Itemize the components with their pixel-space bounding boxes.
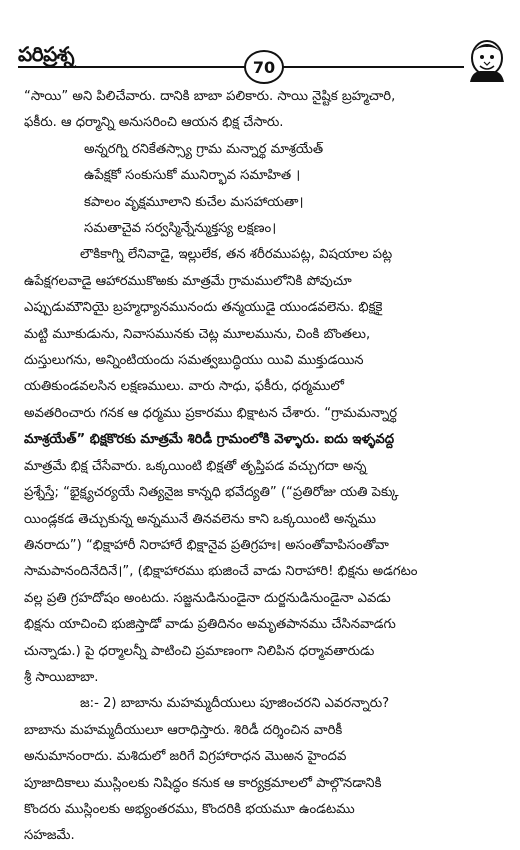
text-line: సామపానందినేదినే।”, (భిక్షాహారము భుజించే వాడు నిరాహారి! భిక్షను అడగటం (24, 564, 418, 580)
text-line: ఉపేక్షగలవాడై ఆహారముకొఱకు మాత్రమే గ్రామములోనికి పోవుచూ (24, 273, 352, 289)
text-line: ప్రశ్నేస్తే; “భైక్ష్యచర్యయే నిత్యనైజ కాన్నధి భవేద్యతి” (“ప్రతిరోజు యతి పెక్కు (24, 485, 399, 501)
text-line: అవతరించారు గనక ఆ ధర్మము ప్రకారము భిక్షాటన చేశారు. “గ్రామమన్నార్థ (24, 405, 398, 421)
page-body (24, 84, 508, 850)
page-header (0, 0, 520, 82)
text-line: శ్రీ సాయిబాబా. (24, 669, 99, 685)
page-number: 70 (244, 50, 284, 84)
text-line: “సాయి” అని పిలిచేవారు. దానికి బాబా పలికారు. సాయి నైష్టిక బ్రహ్మచారి, (24, 89, 396, 104)
text-line: పూజాదికాలు ముస్లింలకు నిషిద్ధం కనుక ఆ కార్యక్రమాలలో పాల్గొనడానికి (24, 775, 382, 791)
verse-line: కపాలం వృక్షమూలాని కుచేల మసహాయతా। (84, 194, 304, 210)
verse-line: అన్నరగ్ని రనికేతస్స్యా గ్రామ మన్నార్థ మాశ్రయేత్ (84, 141, 324, 157)
verse-line: ఉపేక్షకో సంకుసుకో మునిర్భావ సమాహిత । (84, 168, 301, 184)
text-line: భిక్షను యాచించి భుజిస్తాడో వాడు ప్రతిదినం అమృతపానము చేసినవాడగు (24, 617, 396, 633)
text-line: మట్టి మూకుడును, నివాసమునకు చెట్ల మూలమును, చింకి బొంతలు, (24, 326, 371, 342)
text-line: కొందరు ముస్లింలకు అభ్యంతరము, కొందరికి భయమూ ఉండటము (24, 801, 355, 817)
header-rule (18, 66, 464, 68)
answer-line: జ:- 2) బాబాను మహమ్మదీయులు పూజించరని ఎవరన్నారు? (80, 696, 390, 712)
portrait-icon (464, 38, 510, 82)
text-line: యతికుండవలసిన లక్షణములు. వారు సాధు, ఫకీరు, ధర్మములో (24, 379, 344, 395)
text-line: అనుమానంరాదు. మశిదులో జరిగే విగ్రహారాధన మొఱన హైందవ (24, 749, 347, 765)
text-line: యిండ్లకడ తెచ్చుకున్న అన్నమునే తినవలెను కాని ఒక్కయింటి అన్నము (24, 511, 376, 527)
text-line: వల్ల ప్రతి గ్రహదోషం అంటదు. సజ్జనుడినుండైనా దుర్జనుడినుండైనా ఎవడు (24, 590, 391, 606)
text-line: తినరాదు”) “భిక్షాహారీ నిరాహారే భిక్షానైవ ప్రతిగ్రహః। అసంతోవాపిసంతోవా (24, 537, 389, 553)
verse-line: సమతాచైవ సర్వస్మిన్నేన్ముక్తస్య లక్షణం। (84, 221, 277, 237)
text-line: మాత్రమే భిక్ష చేసేవారు. ఒక్కయింటి భిక్షతో తృప్తిపడ వచ్చుగదా అన్న (24, 458, 367, 474)
text-line: మాశ్రయేత్” భిక్షకొరకు మాత్రమే శిరిడీ గ్రామంలోకి వెళ్ళారు. ఐదు ఇళ్ళవద్ద (24, 432, 395, 448)
text-line: సహజమే. (24, 828, 75, 844)
text-line: లౌకికాగ్ని లేనివాడై, ఇల్లులేక, తన శరీరముపట్ల, విషయాల పట్ల (80, 247, 393, 263)
text-line: చున్నాడు.) పై ధర్మాలన్నీ పాటించి ప్రమాణంగా నిలిపిన ధర్మావతారుడు (24, 643, 375, 659)
book-title: పరిప్రశ్న (18, 42, 75, 66)
text-line: బాబాను మహమ్మదీయులూ ఆరాధిస్తారు. శిరిడీ దర్శించిన వారికీ (24, 722, 343, 738)
text-line: ఎప్పుడుమౌనియై బ్రహ్మధ్యానమునందు తన్మయుడై యుండవలెను. భిక్షకై (24, 300, 383, 316)
text-line: దుస్తులుగను, అన్నింటియందు సమత్వబుద్ధియు యివి ముక్తుడయిన (24, 353, 364, 369)
text-line: ఫకీరు. ఆ ధర్మాన్ని అనుసరించి ఆయన భిక్ష చేసారు. (24, 115, 284, 131)
